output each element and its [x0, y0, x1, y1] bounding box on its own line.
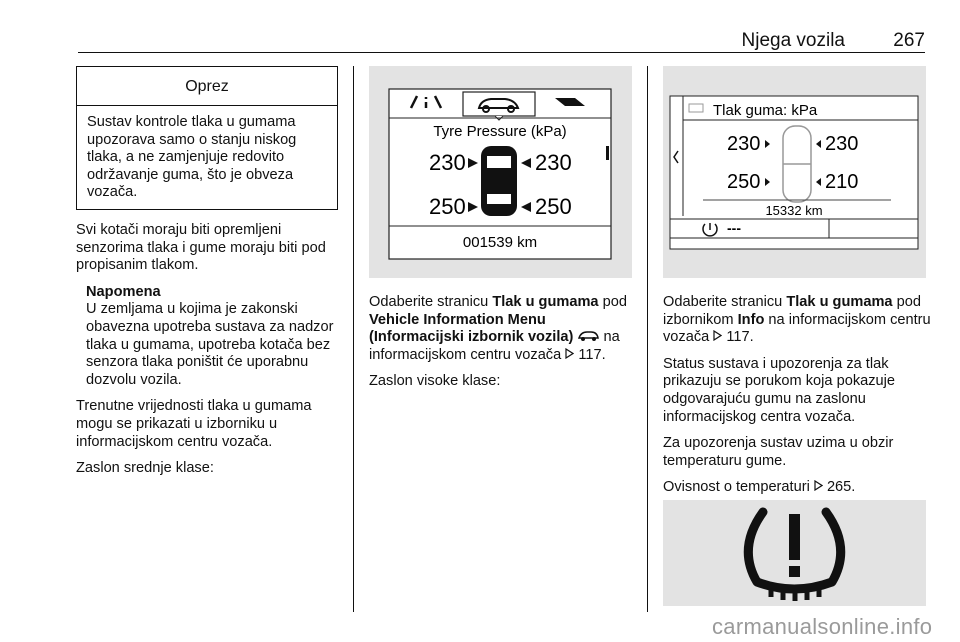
column-3-text: [663, 294, 931, 506]
column-2-text: [369, 294, 637, 400]
note-title: Napomena: [86, 283, 161, 300]
triangle-right-outline-icon: [713, 330, 722, 341]
page-number: 267: [893, 30, 925, 51]
paragraph: Svi kotači moraju biti opremljeni senzorima tlaka i gume moraju biti pod propisanim tlakom.: [76, 222, 326, 274]
odometer: 15332 km: [765, 203, 823, 218]
watermark: carmanualsonline.info: [712, 614, 933, 639]
paragraph: Odaberite stranicu Tlak u gumama pod Vehicle Information Menu (Informacijski izbornik vozila) na informacijskom centru vozača 117.: [369, 294, 627, 363]
high-level-display-image: [663, 66, 926, 278]
rear-left-pressure: 250: [429, 194, 466, 219]
rear-right-pressure: 250: [535, 194, 572, 219]
page-reference[interactable]: 265.: [826, 479, 856, 496]
front-left-pressure: 230: [429, 150, 466, 175]
column-1-text: [76, 222, 344, 487]
screen-title: Tlak guma: kPa: [713, 102, 818, 119]
paragraph: Trenutne vrijednosti tlaka u gumama mogu se prikazati u izborniku u informacijskom centru vozača.: [76, 398, 312, 450]
bottom-value: ---: [727, 220, 741, 236]
paragraph: Zaslon srednje klase:: [76, 460, 214, 477]
header-divider: [78, 52, 925, 53]
triangle-right-outline-icon: [565, 348, 574, 359]
tyre-pressure-warning-icon: [663, 500, 926, 606]
paragraph: Zaslon visoke klase:: [369, 373, 501, 390]
front-right-pressure: 230: [535, 150, 572, 175]
column-divider-1: [353, 66, 354, 612]
paragraph: Ovisnost o temperaturi 265.: [663, 479, 856, 496]
mid-level-display-image: [369, 66, 632, 278]
paragraph: Odaberite stranicu Tlak u gumama pod izbornikom Info na informacijskom centru vozača 117.: [663, 294, 931, 346]
caution-box: [76, 66, 338, 210]
rear-right-pressure: 210: [825, 171, 859, 193]
screen-title: Tyre Pressure (kPa): [433, 123, 567, 140]
note-text: U zemljama u kojima je zakonski obavezna upotreba sustava za nadzor tlaka u gumama, upotreba kotača bez senzora tlaka poništit će uporabnu dozvolu vozila.: [86, 301, 334, 388]
tyre-pressure-warning-image: [663, 500, 926, 606]
front-left-pressure: 230: [727, 133, 761, 155]
caution-text: Sustav kontrole tlaka u gumama upozorava samo o stanju niskog tlaka, a ne zamjenjuje redovito održavanje guma, što je obveza vozača.: [87, 114, 297, 201]
page-reference[interactable]: 117.: [726, 329, 754, 346]
paragraph: Status sustava i upozorenja za tlak prikazuju se porukom koja pokazuje odgovarajuću gumu na zaslonu informacijskog centra vozača.: [663, 355, 896, 425]
odometer: 001539 km: [462, 234, 538, 251]
page-title: Njega vozila: [741, 30, 845, 51]
car-top-icon: [481, 146, 517, 216]
page-reference[interactable]: 117.: [578, 346, 606, 363]
paragraph: Za upozorenja sustav uzima u obzir temperaturu gume.: [663, 435, 894, 469]
column-divider-2: [647, 66, 648, 612]
front-right-pressure: 230: [825, 133, 859, 155]
triangle-right-outline-icon: [814, 480, 823, 491]
caution-title: Oprez: [77, 67, 337, 106]
rear-left-pressure: 250: [727, 171, 761, 193]
car-outline-icon: [577, 329, 599, 341]
page-header: [78, 30, 925, 50]
